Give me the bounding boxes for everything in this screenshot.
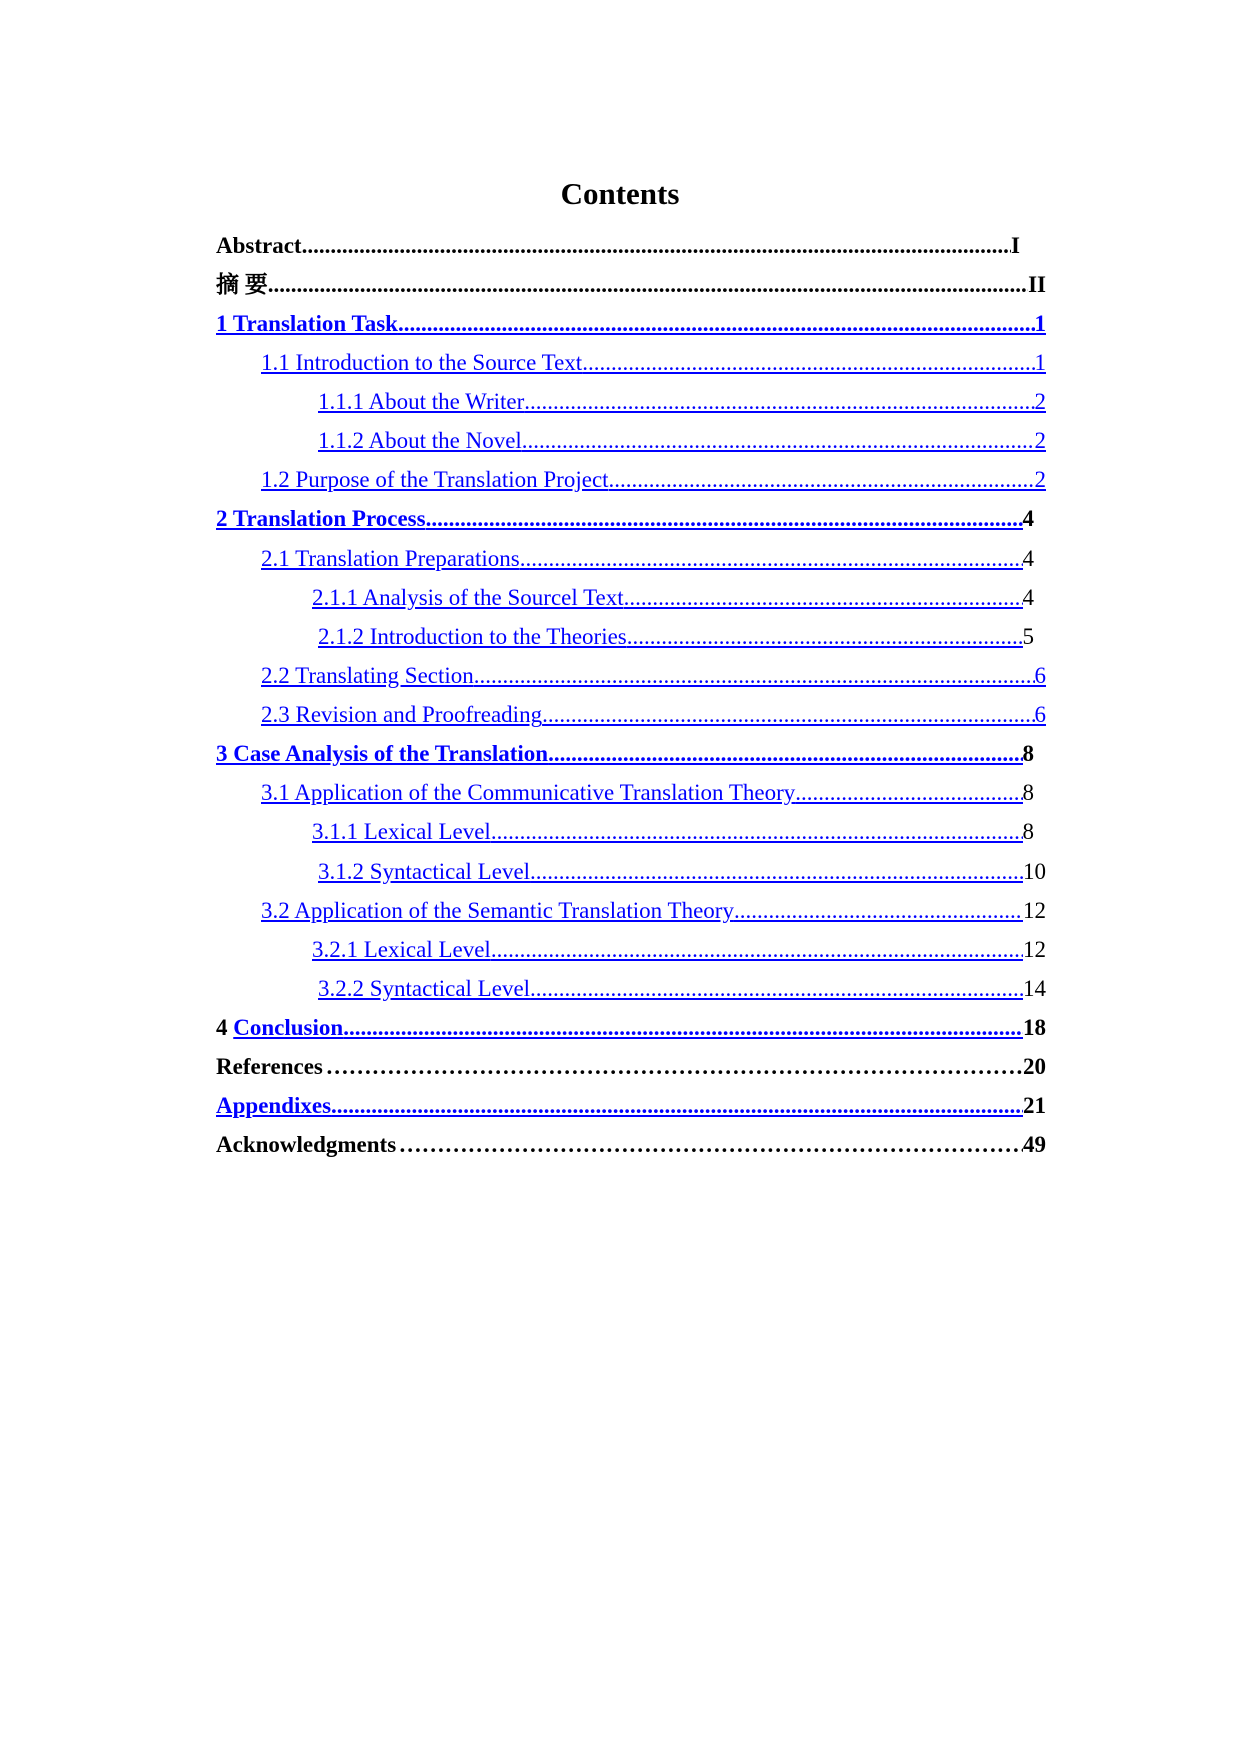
toc-entry-page-number: I <box>1011 233 1020 258</box>
toc-leader-dots <box>268 271 1028 299</box>
toc-entry-label[interactable]: 3.1.1 Lexical Level <box>312 819 491 844</box>
toc-entry-label[interactable]: 3.2 Application of the Semantic Translation Theory <box>261 898 734 923</box>
toc-leader-dots <box>548 740 1022 768</box>
toc-leader-dots <box>795 779 1022 807</box>
toc-entry-page-number: 2 <box>1034 428 1046 453</box>
toc-entry-label: 摘 要 <box>216 272 268 297</box>
toc-entry-page-number: 4 <box>1022 546 1034 571</box>
toc-entry-page-number: 1 <box>1034 311 1046 336</box>
toc-entry-label: Acknowledgments <box>216 1132 397 1157</box>
toc-entry-label[interactable]: 1.2 Purpose of the Translation Project <box>261 467 609 492</box>
toc-entry-label[interactable]: 1.1 Introduction to the Source Text <box>261 350 583 375</box>
toc-entry[interactable] <box>216 503 1034 533</box>
toc-entry-page-number: II <box>1028 272 1046 297</box>
toc-entry[interactable] <box>312 582 1034 612</box>
toc-entry-page-number: 10 <box>1023 859 1046 884</box>
toc-leader-dots <box>624 584 1023 612</box>
toc-leader-dots <box>398 310 1035 338</box>
toc-entry-page-number: 8 <box>1022 741 1034 766</box>
toc-entry[interactable] <box>261 699 1046 729</box>
toc-entry-page-number: 2 <box>1034 467 1046 492</box>
toc-entry-label: References <box>216 1054 323 1079</box>
toc-leader-dots <box>530 858 1023 886</box>
toc-entry-label[interactable]: 2.1 Translation Preparations <box>261 546 520 571</box>
toc-leader-dots <box>399 1131 1023 1159</box>
toc-entry[interactable] <box>261 543 1034 573</box>
toc-entry-page-number: 20 <box>1023 1054 1046 1079</box>
toc-entry-page-number: 4 <box>1022 506 1034 531</box>
toc-entry <box>216 1051 1046 1081</box>
toc-entry-number: 4 <box>216 1015 234 1040</box>
toc-entry[interactable] <box>312 816 1034 846</box>
toc-entry-label[interactable]: Appendixes <box>216 1093 332 1118</box>
toc-leader-dots <box>530 975 1023 1003</box>
toc-entry <box>216 230 1020 260</box>
toc-entry <box>216 1129 1046 1159</box>
toc-entry[interactable] <box>312 934 1046 964</box>
toc-entry[interactable] <box>261 660 1046 690</box>
toc-entry-page-number: 12 <box>1023 937 1046 962</box>
toc-entry-page-number: 8 <box>1022 780 1034 805</box>
toc-entry[interactable] <box>261 464 1046 494</box>
toc-entry[interactable] <box>318 856 1046 886</box>
toc-entry-label[interactable]: 2.1.1 Analysis of the Sourcel Text <box>312 585 624 610</box>
toc-entry-label[interactable]: 1 Translation Task <box>216 311 398 336</box>
toc-entry[interactable] <box>216 738 1034 768</box>
toc-leader-dots <box>343 1014 1023 1042</box>
toc-entry-page-number: 12 <box>1023 898 1046 923</box>
toc-entry[interactable] <box>261 895 1046 925</box>
toc-entry[interactable] <box>261 347 1046 377</box>
toc-entry[interactable] <box>318 386 1046 416</box>
toc-entry-label[interactable]: 3.2.1 Lexical Level <box>312 937 491 962</box>
toc-entry-label[interactable]: 3.2.2 Syntactical Level <box>318 976 531 1001</box>
toc-entry-page-number: 4 <box>1022 585 1034 610</box>
toc-leader-dots <box>491 936 1023 964</box>
toc-leader-dots <box>524 388 1034 416</box>
toc-entry[interactable] <box>216 308 1046 338</box>
toc-entry[interactable] <box>216 1090 1046 1120</box>
toc-entry-page-number: 8 <box>1022 819 1034 844</box>
toc-entry-page-number: 5 <box>1022 624 1034 649</box>
toc-entry-label[interactable]: 3.1 Application of the Communicative Translation Theory <box>261 780 796 805</box>
toc-leader-dots <box>331 1092 1023 1120</box>
toc-entry-label[interactable]: 2.1.2 Introduction to the Theories <box>318 624 627 649</box>
toc-entry-page-number: 2 <box>1034 389 1046 414</box>
toc-leader-dots <box>522 427 1035 455</box>
toc-entry-label[interactable]: 1.1.1 About the Writer <box>318 389 525 414</box>
toc-leader-dots <box>582 349 1034 377</box>
toc-leader-dots <box>542 701 1034 729</box>
toc-entry[interactable] <box>261 777 1034 807</box>
toc-entry-page-number: 6 <box>1034 702 1046 727</box>
toc-entry-label[interactable]: 2.2 Translating Section <box>261 663 474 688</box>
toc-entry-page-number: 1 <box>1034 350 1046 375</box>
toc-entry[interactable] <box>318 621 1034 651</box>
toc-entry-label[interactable]: 3 Case Analysis of the Translation <box>216 741 549 766</box>
toc-leader-dots <box>326 1053 1023 1081</box>
toc-entry-page-number: 6 <box>1034 663 1046 688</box>
toc-entry-label[interactable]: 2.3 Revision and Proofreading <box>261 702 543 727</box>
toc-leader-dots <box>491 818 1023 846</box>
toc-leader-dots <box>426 505 1023 533</box>
toc-entry-label[interactable]: 1.1.2 About the Novel <box>318 428 522 453</box>
toc-entry <box>216 269 1046 299</box>
toc-entry[interactable] <box>318 425 1046 455</box>
toc-leader-dots <box>609 466 1035 494</box>
toc-leader-dots <box>734 897 1023 925</box>
toc-leader-dots <box>302 232 1011 260</box>
toc-entry[interactable] <box>318 973 1046 1003</box>
toc-entry-label: Abstract <box>216 233 302 258</box>
page-title: Contents <box>560 176 680 211</box>
toc-entry-page-number: 49 <box>1023 1132 1046 1157</box>
toc-entry-label[interactable]: 3.1.2 Syntactical Level <box>318 859 531 884</box>
toc-leader-dots <box>520 545 1023 573</box>
toc-entry[interactable] <box>216 1012 1046 1042</box>
toc-leader-dots <box>474 662 1035 690</box>
toc-entry-page-number: 18 <box>1023 1015 1046 1040</box>
toc-entry-page-number: 21 <box>1023 1093 1046 1118</box>
toc-entry-label[interactable]: Conclusion <box>233 1015 344 1040</box>
toc-entry-label[interactable]: 2 Translation Process <box>216 506 426 531</box>
toc-leader-dots <box>627 623 1023 651</box>
toc-entry-page-number: 14 <box>1023 976 1046 1001</box>
